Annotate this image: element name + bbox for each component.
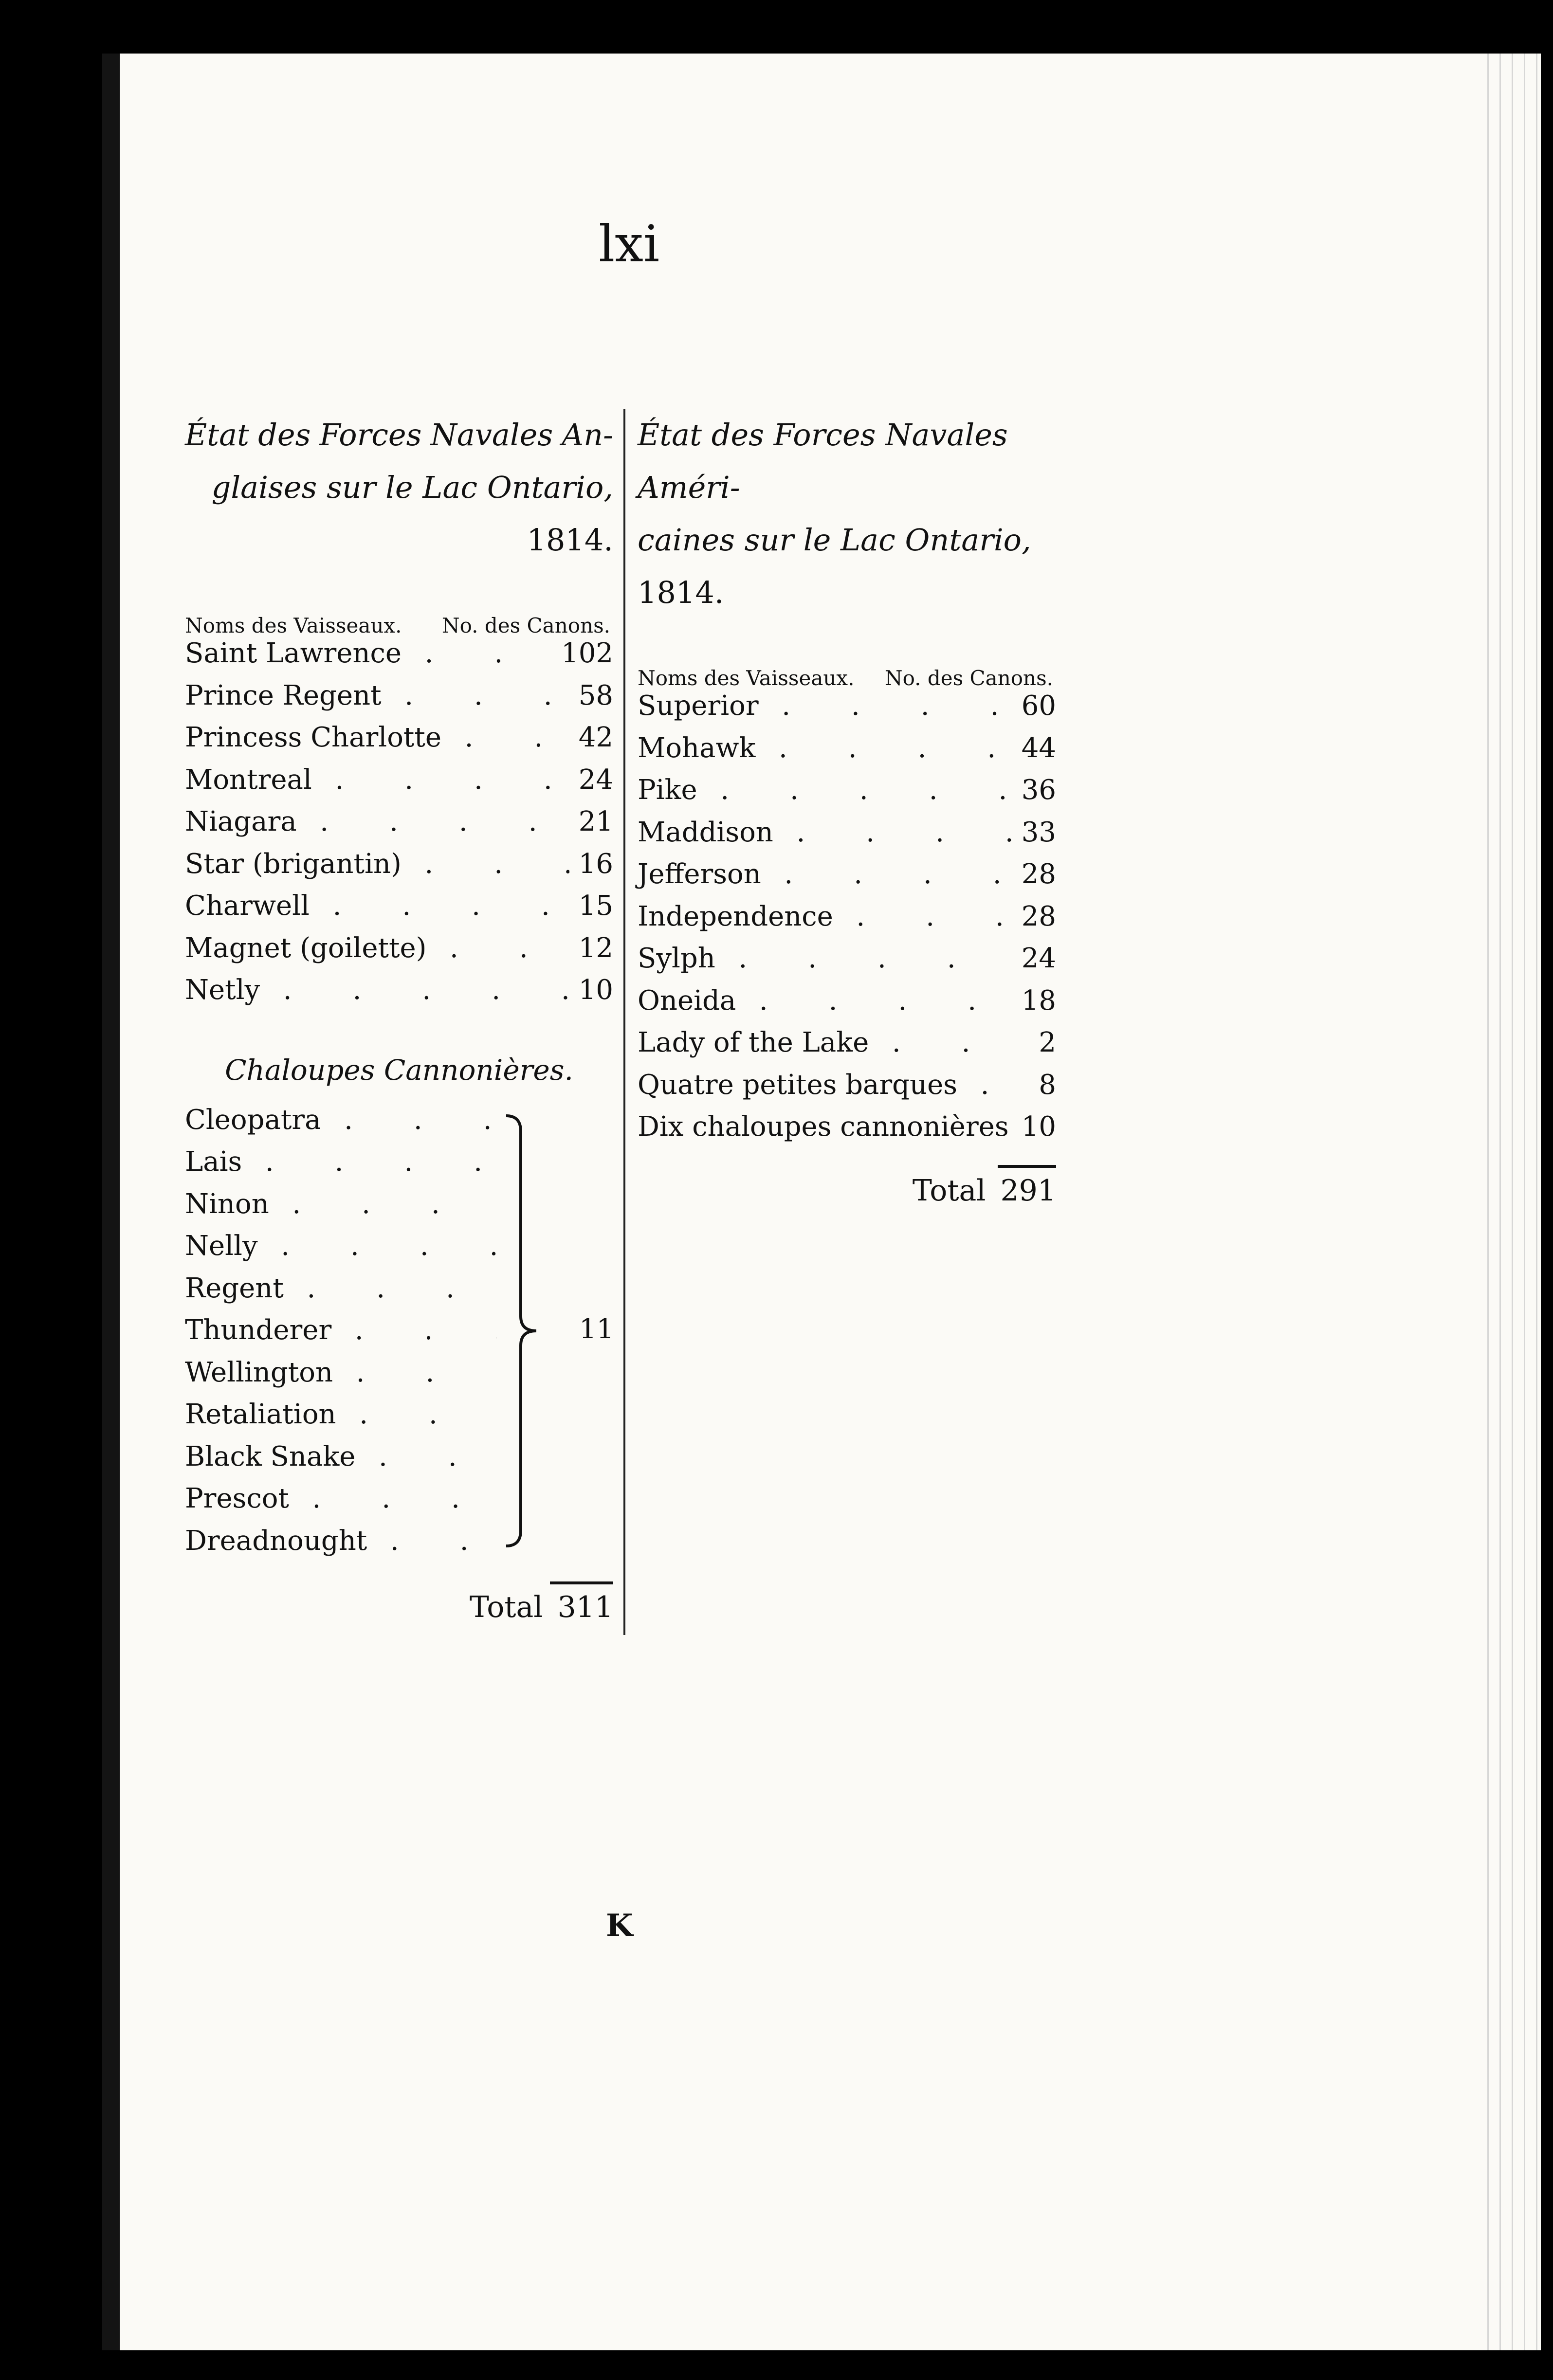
leader-dots — [957, 1069, 1012, 1101]
british-heading-text: glaises sur le Lac Ontario, — [211, 470, 613, 505]
table-row — [185, 890, 613, 932]
gun-count: 36 — [1021, 774, 1056, 806]
ship-name: Niagara — [185, 806, 297, 837]
table-row — [638, 901, 1056, 943]
table-row — [638, 1027, 1056, 1069]
gun-count: 33 — [1021, 816, 1056, 848]
british-gunboat-list — [185, 1104, 613, 1567]
leader-dots — [833, 901, 1012, 932]
table-row — [638, 943, 1056, 985]
table-row — [185, 974, 613, 1017]
ship-name: Pike — [638, 774, 697, 806]
leader-dots — [1009, 1111, 1012, 1143]
ship-name: Princess Charlotte — [185, 722, 442, 753]
leader-dots — [260, 974, 569, 1006]
table-row — [638, 858, 1056, 901]
ship-name: Ninon — [185, 1188, 269, 1220]
leader-dots — [759, 690, 1012, 722]
ship-name: Regent — [185, 1272, 284, 1304]
ship-name: Netly — [185, 974, 260, 1006]
american-total — [638, 1174, 1056, 1208]
page-edge-shadow — [1482, 54, 1541, 2350]
gun-count: 21 — [578, 806, 613, 837]
gun-count: 58 — [578, 679, 613, 711]
table-row — [185, 1525, 496, 1567]
british-column-headers — [185, 610, 613, 637]
british-heading-year: 1814. — [527, 522, 613, 558]
leader-dots — [402, 848, 569, 880]
gunboats-heading: Chaloupes Cannonières. — [225, 1053, 573, 1087]
gun-count: 10 — [1021, 1111, 1056, 1143]
table-row — [185, 1399, 496, 1441]
table-row — [185, 806, 613, 848]
leader-dots — [333, 1357, 496, 1388]
table-row — [185, 680, 613, 722]
table-row — [638, 1111, 1056, 1153]
leader-dots — [761, 858, 1012, 890]
leader-dots — [284, 1272, 496, 1304]
table-row — [185, 1230, 496, 1272]
ship-name: Thunderer — [185, 1314, 332, 1346]
ship-name: Black Snake — [185, 1440, 356, 1472]
british-ship-list — [185, 637, 613, 1017]
american-ship-list — [638, 690, 1056, 1153]
leader-dots — [426, 932, 569, 964]
american-forces-heading — [638, 409, 1056, 619]
gun-count: 18 — [1021, 984, 1056, 1017]
leader-dots — [258, 1230, 496, 1262]
ship-name: Quatre petites barques — [638, 1069, 957, 1101]
leader-dots — [297, 806, 569, 837]
col-header-ship-names: Noms des Vaisseaux. — [185, 614, 402, 637]
gun-count: 44 — [1021, 732, 1056, 764]
ship-name: Jefferson — [638, 858, 761, 890]
ship-name: Lais — [185, 1146, 242, 1178]
ship-name: Dix chaloupes cannonières — [638, 1111, 1009, 1143]
ship-name: Sylph — [638, 943, 715, 974]
gun-count: 60 — [1021, 690, 1056, 722]
heading-word: Forces — [319, 417, 422, 453]
leader-dots — [331, 1314, 496, 1346]
table-row — [185, 1314, 496, 1357]
total-rule — [998, 1165, 1056, 1168]
gun-count: 28 — [1021, 900, 1056, 932]
british-heading-line1 — [185, 409, 613, 461]
table-row — [638, 1069, 1056, 1111]
ship-name: Mohawk — [638, 732, 756, 764]
heading-word: An- — [562, 417, 613, 453]
table-row — [185, 764, 613, 806]
leader-dots — [269, 1188, 496, 1220]
table-row — [185, 1483, 496, 1525]
total-rule — [550, 1581, 613, 1584]
ship-name: Lady of the Lake — [638, 1027, 869, 1058]
gun-count: 28 — [1021, 858, 1056, 890]
gun-count: 24 — [578, 763, 613, 796]
ship-name: Independence — [638, 900, 833, 932]
leader-dots — [321, 1104, 496, 1136]
table-row — [638, 774, 1056, 817]
american-forces-column — [638, 409, 1056, 1208]
table-row — [185, 848, 613, 890]
gun-count: 42 — [578, 722, 613, 753]
leader-dots — [736, 985, 1012, 1017]
gun-count: 2 — [1039, 1027, 1056, 1058]
leader-dots — [312, 764, 569, 796]
signature-mark: K — [606, 1908, 633, 1944]
table-row — [185, 1272, 496, 1315]
leader-dots — [869, 1027, 1012, 1058]
table-row — [638, 817, 1056, 859]
table-row — [185, 1357, 496, 1399]
heading-word: État — [185, 417, 250, 453]
col-header-ship-names: Noms des Vaisseaux. — [638, 666, 855, 690]
ship-name: Oneida — [638, 984, 736, 1017]
british-forces-heading — [185, 409, 613, 566]
table-row — [185, 637, 613, 680]
american-heading-text: caines sur le Lac Ontario, — [638, 522, 1031, 558]
ship-name: Montreal — [185, 763, 312, 796]
american-heading-line1: État des Forces Navales Améri- — [638, 417, 1008, 505]
table-row — [185, 722, 613, 764]
american-heading-line2 — [638, 514, 1056, 619]
curly-brace-icon — [501, 1112, 545, 1550]
page-number: lxi — [599, 214, 660, 273]
table-row — [185, 1441, 496, 1483]
ship-name: Nelly — [185, 1230, 258, 1262]
leader-dots — [402, 637, 561, 669]
ship-name: Prince Regent — [185, 679, 382, 711]
total-label: Total — [469, 1590, 543, 1624]
table-row — [638, 985, 1056, 1027]
total-value: 311 — [557, 1590, 613, 1624]
heading-word: Navales — [430, 417, 553, 453]
ship-name: Prescot — [185, 1483, 289, 1514]
leader-dots — [355, 1441, 496, 1472]
ship-name: Saint Lawrence — [185, 637, 402, 669]
table-row — [185, 1104, 496, 1146]
ship-name: Cleopatra — [185, 1104, 321, 1136]
heading-word: des — [258, 417, 311, 453]
ship-name: Charwell — [185, 890, 310, 922]
gunboats-count: 11 — [579, 1313, 614, 1345]
table-row — [185, 1146, 496, 1188]
leader-dots — [289, 1483, 496, 1514]
gun-count: 8 — [1039, 1069, 1056, 1101]
col-header-gun-count: No. des Canons. — [441, 614, 610, 637]
leader-dots — [242, 1146, 496, 1178]
british-forces-column — [185, 409, 613, 1624]
gun-count: 24 — [1021, 943, 1056, 974]
gun-count: 12 — [578, 932, 613, 964]
total-label: Total — [912, 1173, 986, 1208]
american-heading-year: 1814. — [638, 575, 724, 610]
ship-name: Dreadnought — [185, 1525, 367, 1557]
american-column-headers — [638, 663, 1056, 690]
ship-name: Retaliation — [185, 1399, 336, 1430]
gun-count: 10 — [578, 974, 613, 1006]
ship-name: Wellington — [185, 1356, 333, 1388]
leader-dots — [755, 732, 1012, 764]
table-row — [638, 732, 1056, 775]
leader-dots — [441, 722, 569, 753]
british-heading-line2 — [185, 461, 613, 566]
gun-count: 16 — [578, 848, 613, 880]
ship-name: Star (brigantin) — [185, 848, 402, 880]
table-row — [185, 932, 613, 975]
leader-dots — [367, 1525, 496, 1557]
ship-name: Superior — [638, 690, 759, 722]
ship-name: Maddison — [638, 816, 773, 848]
leader-dots — [773, 817, 1012, 848]
col-header-gun-count: No. des Canons. — [884, 666, 1053, 690]
ship-name: Magnet (goilette) — [185, 932, 427, 964]
british-total — [185, 1590, 613, 1624]
table-row — [185, 1188, 496, 1231]
leader-dots — [310, 890, 569, 922]
leader-dots — [382, 680, 569, 711]
gun-count: 15 — [578, 890, 613, 922]
leader-dots — [336, 1399, 496, 1430]
column-divider — [623, 409, 625, 1635]
gun-count: 102 — [561, 637, 613, 669]
total-value: 291 — [1000, 1173, 1056, 1208]
leader-dots — [715, 943, 1012, 974]
leader-dots — [697, 774, 1012, 806]
table-row — [638, 690, 1056, 732]
